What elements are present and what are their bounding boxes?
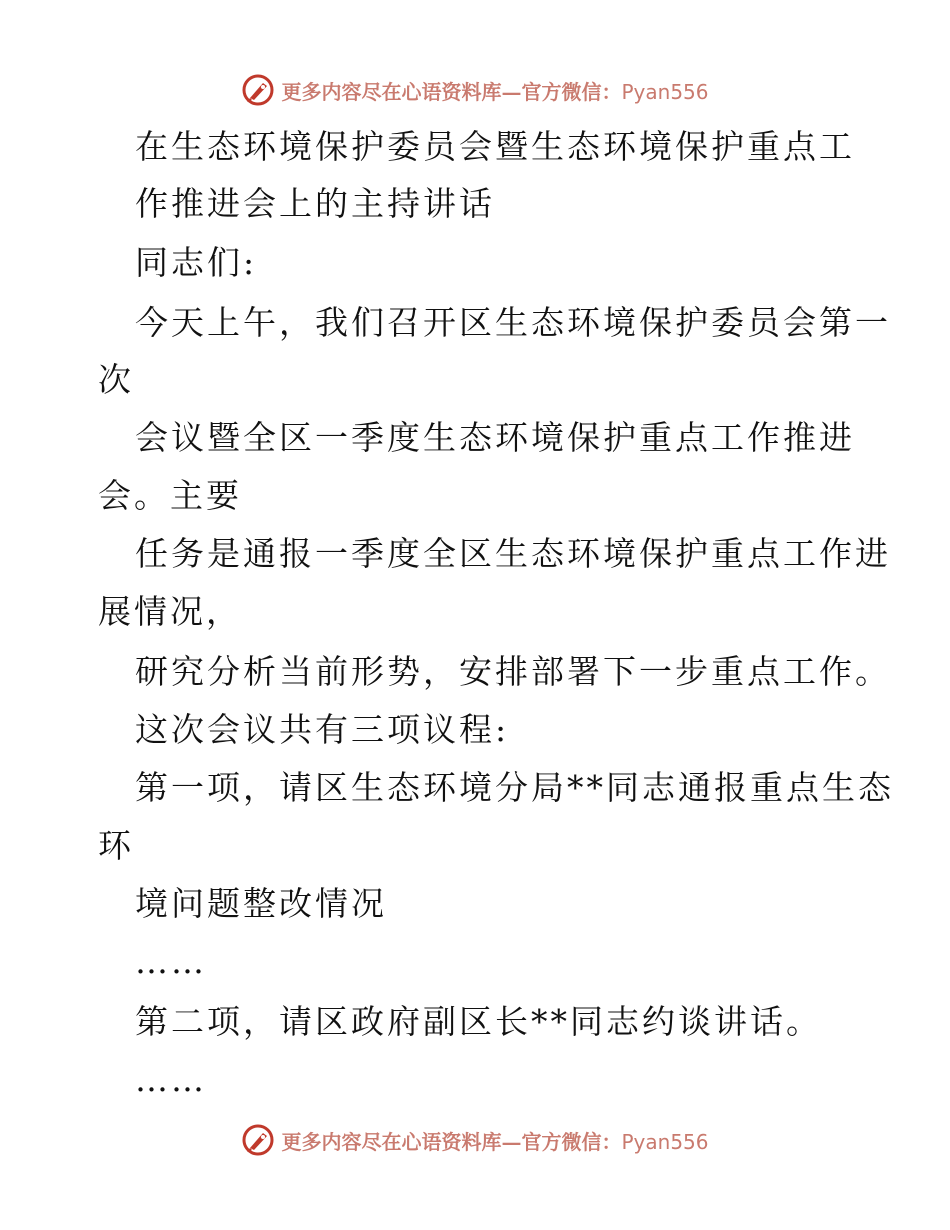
paragraph-line: 会。主要	[98, 476, 242, 515]
ellipsis-line: ……	[135, 1060, 207, 1099]
ellipsis-line: ……	[135, 942, 207, 981]
paragraph-line: 任务是通报一季度全区生态环境保护重点工作进	[135, 534, 891, 573]
salutation: 同志们:	[135, 243, 258, 282]
watermark-wechat-id: Pyan556	[621, 1129, 709, 1154]
agenda-item-1: 第一项，请区生态环境分局**同志通报重点生态	[135, 768, 894, 807]
paragraph-line: 次	[98, 360, 134, 399]
footer-watermark	[0, 1120, 950, 1160]
agenda-item-2: 第二项，请区政府副区长**同志约谈讲话。	[135, 1002, 822, 1041]
watermark-text-cn: 更多内容尽在心语资料库—官方微信：	[281, 1129, 622, 1154]
paragraph-line: 境问题整改情况	[135, 884, 387, 923]
watermark-wechat-id: Pyan556	[621, 79, 709, 104]
paragraph-line: 会议暨全区一季度生态环境保护重点工作推进	[135, 418, 855, 457]
watermark-text	[281, 1126, 708, 1155]
title-line-1: 在生态环境保护委员会暨生态环境保护重点工	[135, 127, 855, 166]
paragraph-line: 今天上午，我们召开区生态环境保护委员会第一	[135, 303, 891, 342]
paragraph-line: 研究分析当前形势，安排部署下一步重点工作。	[135, 652, 891, 691]
pen-nib-logo-icon	[241, 1123, 275, 1157]
watermark-text-cn: 更多内容尽在心语资料库—官方微信：	[281, 79, 622, 104]
paragraph-line: 这次会议共有三项议程:	[135, 710, 510, 749]
title-line-2: 作推进会上的主持讲话	[135, 184, 495, 223]
watermark-group	[241, 1123, 708, 1157]
paragraph-line: 展情况，	[98, 592, 242, 631]
paragraph-line: 环	[98, 826, 134, 865]
